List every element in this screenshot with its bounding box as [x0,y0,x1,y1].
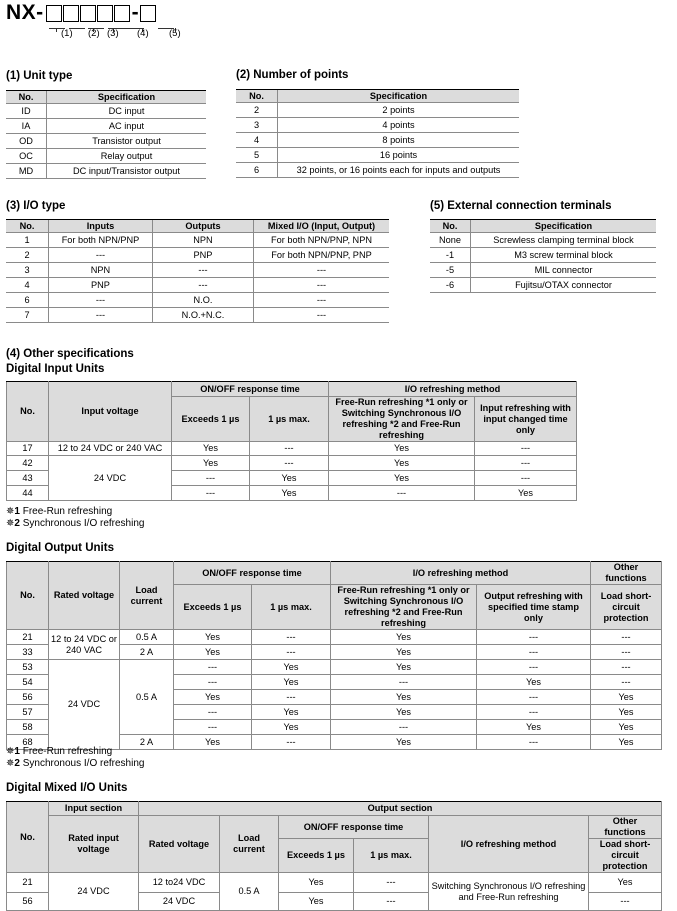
col-header: No. [6,91,47,104]
cell: DC input [47,104,207,119]
table-cell: Yes [174,645,252,660]
table-cell: --- [49,248,153,263]
table-cell: --- [475,456,577,471]
table-cell: --- [49,293,153,308]
io-type-title: (3) I/O type [6,200,66,212]
cell: 6 [236,163,278,178]
table-row [6,119,206,134]
table-cell: Yes [279,873,354,893]
col-header: Other functions [589,816,662,839]
col-header: Input voltage [49,382,172,442]
col-header: Mixed I/O (Input, Output) [254,220,390,233]
table-cell: --- [591,675,662,690]
cell: 32 points, or 16 points each for inputs and outputs [278,163,520,178]
cell: 2 [236,103,278,118]
table-cell: 24 VDC [49,660,120,750]
table-row [236,118,519,133]
cell: AC input [47,119,207,134]
table-row [6,134,206,149]
table-cell: 2 A [120,735,174,750]
col-header: Other functions [591,562,662,585]
table-row [6,149,206,164]
cell: 16 points [278,148,520,163]
col-header: Outputs [153,220,254,233]
col-header: Rated voltage [49,562,120,630]
code-box [80,5,96,22]
table-cell: --- [250,442,329,456]
table-row [6,248,389,263]
table-cell: --- [250,456,329,471]
table-cell: For both NPN/PNP, PNP [254,248,390,263]
col-header: Load short-circuit protection [591,585,662,630]
code-box [97,5,113,22]
table-row [7,660,662,675]
table-cell: 53 [7,660,49,675]
table-cell: MIL connector [471,263,657,278]
col-header: Rated voltage [139,816,220,873]
col-header: Load current [120,562,174,630]
table-cell: --- [252,690,331,705]
code-number: (1) [61,28,73,39]
table-cell: --- [331,675,477,690]
table-cell: Yes [252,720,331,735]
table-cell: 44 [7,486,49,501]
col-header: Specification [47,91,207,104]
ext-terminals-title: (5) External connection terminals [430,200,612,212]
table-cell: --- [329,486,475,501]
table-cell: Yes [252,660,331,675]
table-cell: --- [174,660,252,675]
dout-title: Digital Output Units [6,542,114,554]
model-code [6,0,157,26]
table-cell: 33 [7,645,49,660]
table-cell: 56 [7,893,49,911]
table-cell: 2 A [120,645,174,660]
table-cell: 0.5 A [120,660,174,735]
table-row [6,233,389,248]
col-header: No. [7,562,49,630]
num-points-table [236,89,519,178]
table-row [7,630,662,645]
col-header: 1 µs max. [354,839,429,873]
col-header: 1 µs max. [250,397,329,442]
table-cell: --- [254,308,390,323]
model-prefix: NX- [6,1,44,24]
table-cell: 21 [7,873,49,893]
table-row [6,220,389,233]
table-row [6,164,206,179]
table-cell: 4 [6,278,49,293]
table-cell: --- [354,893,429,911]
footnote: ✵2 Synchronous I/O refreshing [6,758,145,769]
col-header: Load current [220,816,279,873]
table-cell: --- [174,720,252,735]
cell: 8 points [278,133,520,148]
col-header: Rated input voltage [49,816,139,873]
table-cell: --- [174,705,252,720]
dmix-table [6,801,662,911]
table-cell: Yes [475,486,577,501]
table-cell: 6 [6,293,49,308]
table-row [430,233,656,248]
cell: 3 [236,118,278,133]
table-cell: --- [477,705,591,720]
col-header: Exceeds 1 µs [174,585,252,630]
table-row [7,382,577,397]
col-header: Load short-circuit protection [589,839,662,873]
table-cell: -1 [430,248,471,263]
table-cell: 3 [6,263,49,278]
table-cell: Yes [331,690,477,705]
table-cell: 54 [7,675,49,690]
cell: 4 [236,133,278,148]
table-cell: -5 [430,263,471,278]
dmix-title: Digital Mixed I/O Units [6,782,128,794]
table-row [430,248,656,263]
table-row [7,802,662,816]
table-cell: Yes [252,705,331,720]
cell: IA [6,119,47,134]
col-header: Free-Run refreshing *1 only or Switching Synchronous I/O refreshing *2 and Free-Run refreshing [331,585,477,630]
table-cell: 68 [7,735,49,750]
table-cell: Yes [174,690,252,705]
table-cell: 0.5 A [220,873,279,911]
table-cell: --- [252,645,331,660]
table-cell: 56 [7,690,49,705]
table-cell: Yes [331,645,477,660]
din-title: Digital Input Units [6,363,105,375]
model-dash: - [131,1,140,24]
table-cell: PNP [153,248,254,263]
cell: 5 [236,148,278,163]
other-specs-title: (4) Other specifications [6,348,134,360]
col-header: No. [6,220,49,233]
code-number: (4) [137,28,149,39]
table-row [430,263,656,278]
table-cell: 24 VDC [49,456,172,501]
table-cell: 42 [7,456,49,471]
table-cell: 7 [6,308,49,323]
table-cell: --- [591,660,662,675]
col-header: Specification [471,220,657,233]
table-row [7,816,662,839]
table-cell: N.O.+N.C. [153,308,254,323]
table-cell: 12 to24 VDC [139,873,220,893]
table-cell: --- [477,660,591,675]
table-cell: For both NPN/PNP, NPN [254,233,390,248]
col-header: Input section [49,802,139,816]
footnote: ✵2 Synchronous I/O refreshing [6,518,145,529]
col-header: 1 µs max. [252,585,331,630]
table-cell: Yes [279,893,354,911]
table-cell: --- [331,720,477,735]
table-cell: Yes [331,660,477,675]
table-cell: N.O. [153,293,254,308]
code-number: (3) [107,28,119,39]
table-cell: --- [477,630,591,645]
col-header: Free-Run refreshing *1 only or Switching Synchronous I/O refreshing *2 and Free-Run refreshing [329,397,475,442]
table-row [430,220,656,233]
col-header: Input refreshing with input changed time only [475,397,577,442]
unit-type-table [6,90,206,179]
table-cell: 43 [7,471,49,486]
table-cell: NPN [49,263,153,278]
table-cell: Fujitsu/OTAX connector [471,278,657,293]
cell: Relay output [47,149,207,164]
table-cell: Yes [591,735,662,750]
table-cell: --- [153,278,254,293]
table-cell: --- [477,735,591,750]
table-row [6,263,389,278]
table-row [6,104,206,119]
table-cell: Yes [329,442,475,456]
col-header: No. [7,382,49,442]
table-cell: 0.5 A [120,630,174,645]
table-row [7,456,577,471]
table-cell: Yes [329,456,475,471]
table-cell: Screwless clamping terminal block [471,233,657,248]
code-number: (2) [88,28,100,39]
table-row [236,103,519,118]
col-header: I/O refreshing method [331,562,591,585]
table-cell: Yes [329,471,475,486]
table-cell: For both NPN/PNP [49,233,153,248]
table-row [236,133,519,148]
num-points-title: (2) Number of points [236,69,349,81]
table-cell: --- [49,308,153,323]
din-table [6,381,577,501]
table-cell: Yes [477,720,591,735]
table-cell: Yes [591,705,662,720]
table-cell: 21 [7,630,49,645]
table-cell: Yes [174,735,252,750]
table-cell: Yes [331,735,477,750]
code-box [114,5,130,22]
table-cell: M3 screw terminal block [471,248,657,263]
table-row [6,91,206,104]
cell: OC [6,149,47,164]
col-header: ON/OFF response time [174,562,331,585]
unit-type-title: (1) Unit type [6,70,73,82]
cell: Transistor output [47,134,207,149]
table-row [7,873,662,893]
table-cell: None [430,233,471,248]
table-row [236,90,519,103]
col-header: No. [236,90,278,103]
table-cell: Yes [477,675,591,690]
table-row [6,293,389,308]
table-cell: Yes [589,873,662,893]
table-cell: 12 to 24 VDC or 240 VAC [49,442,172,456]
table-cell: 24 VDC [139,893,220,911]
table-cell: --- [254,263,390,278]
table-cell: 17 [7,442,49,456]
table-cell: --- [354,873,429,893]
table-cell: --- [254,293,390,308]
table-cell: --- [172,471,250,486]
table-row [7,562,662,585]
table-cell: 58 [7,720,49,735]
table-cell: --- [475,442,577,456]
table-cell: --- [475,471,577,486]
table-cell: --- [591,630,662,645]
table-row [6,308,389,323]
table-row [236,163,519,178]
col-header: I/O refreshing method [429,816,589,873]
table-cell: --- [172,486,250,501]
cell: DC input/Transistor output [47,164,207,179]
table-cell: Yes [250,471,329,486]
table-row [236,148,519,163]
col-header: Exceeds 1 µs [279,839,354,873]
table-cell: Yes [331,705,477,720]
table-cell: --- [591,645,662,660]
table-cell: Yes [172,442,250,456]
code-box [63,5,79,22]
col-header: Output refreshing with specified time stamp only [477,585,591,630]
table-cell: --- [477,690,591,705]
table-row [6,278,389,293]
code-number: (5) [169,28,181,39]
table-cell: Yes [591,690,662,705]
dout-table [6,561,662,750]
col-header: No. [7,802,49,873]
table-cell: --- [174,675,252,690]
col-header: ON/OFF response time [172,382,329,397]
code-box [140,5,156,22]
cell: 4 points [278,118,520,133]
table-cell: Yes [172,456,250,471]
col-header: Output section [139,802,662,816]
table-cell: NPN [153,233,254,248]
footnote: ✵1 Free-Run refreshing [6,506,113,517]
table-cell: Yes [174,630,252,645]
io-type-table [6,219,389,323]
cell: MD [6,164,47,179]
table-cell: --- [252,735,331,750]
col-header: No. [430,220,471,233]
table-cell: Yes [252,675,331,690]
table-cell: 2 [6,248,49,263]
table-cell: 57 [7,705,49,720]
col-header: Exceeds 1 µs [172,397,250,442]
table-cell: 12 to 24 VDC or 240 VAC [49,630,120,660]
cell: ID [6,104,47,119]
table-cell: Switching Synchronous I/O refreshing and Free-Run refreshing [429,873,589,911]
table-cell: Yes [250,486,329,501]
table-row [7,442,577,456]
table-cell: 1 [6,233,49,248]
table-cell: --- [589,893,662,911]
cell: OD [6,134,47,149]
col-header: ON/OFF response time [279,816,429,839]
col-header: Inputs [49,220,153,233]
cell: 2 points [278,103,520,118]
table-cell: PNP [49,278,153,293]
col-header: Specification [278,90,520,103]
table-cell: --- [153,263,254,278]
ext-terminals-table [430,219,656,293]
table-cell: --- [254,278,390,293]
table-cell: --- [252,630,331,645]
table-row [430,278,656,293]
code-box [46,5,62,22]
table-cell: Yes [331,630,477,645]
table-cell: --- [477,645,591,660]
col-header: I/O refreshing method [329,382,577,397]
table-cell: 24 VDC [49,873,139,911]
table-cell: -6 [430,278,471,293]
table-cell: Yes [591,720,662,735]
footnote: ✵1 Free-Run refreshing [6,746,113,757]
